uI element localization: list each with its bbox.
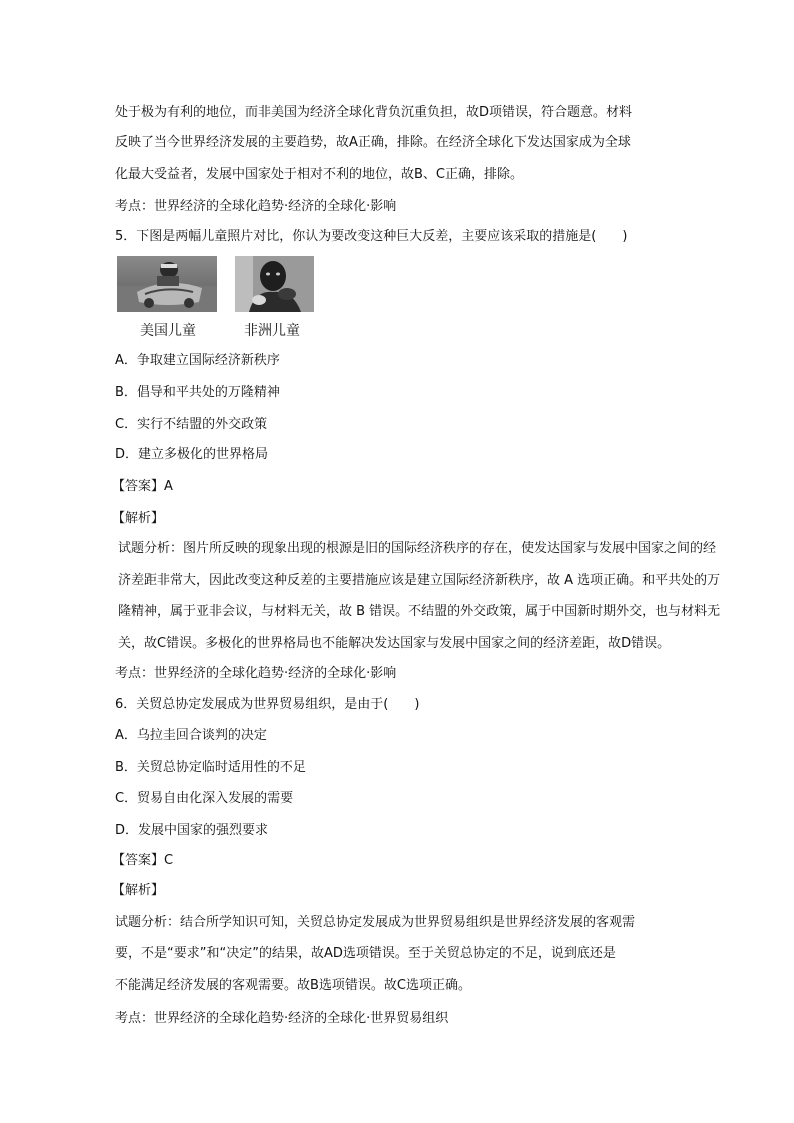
q6-analysis-line-2: 要，不是“要求”和“决定”的结果，故AD选项错误。至于关贸总协定的不足，说到底还是 [115, 946, 616, 961]
q5-stem: 5．下图是两幅儿童照片对比，你认为要改变这种巨大反差，主要应该采取的措施是( ) [115, 229, 628, 244]
caption-american-child: 美国儿童 [140, 323, 196, 339]
q5-analysis-line-2: 济差距非常大，因此改变这种反差的主要措施应该是建立国际经济新秩序，故 A 选项正确。和平共处的万 [118, 573, 721, 588]
q5-option-c: C．实行不结盟的外交政策 [115, 417, 268, 432]
q6-analysis-line-1: 试题分析：结合所学知识可知，关贸总协定发展成为世界贸易组织是世界经济发展的客观需 [115, 915, 636, 930]
q6-stem: 6．关贸总协定发展成为世界贸易组织，是由于( ) [115, 697, 420, 712]
american-child-photo [117, 256, 217, 312]
q6-answer: 【答案】C [112, 853, 174, 868]
q6-kaodian: 考点：世界经济的全球化趋势·经济的全球化·世界贸易组织 [115, 1011, 449, 1026]
q6-option-b: B．关贸总协定临时适用性的不足 [115, 760, 306, 775]
q5-kaodian: 考点：世界经济的全球化趋势·经济的全球化·影响 [115, 666, 397, 681]
q5-analysis-line-3: 隆精神，属于亚非会议，与材料无关，故 B 错误。不结盟的外交政策，属于中国新时期外交，也与材料无 [118, 604, 721, 619]
q5-answer: 【答案】A [112, 479, 173, 494]
caption-african-child: 非洲儿童 [244, 323, 300, 339]
q5-analysis-line-1: 试题分析：图片所反映的现象出现的根源是旧的国际经济秩序的存在，使发达国家与发展中国家之间的经 [118, 541, 717, 556]
q6-analysis-line-3: 不能满足经济发展的客观需要。故B选项错误。故C选项正确。 [115, 978, 471, 993]
q6-option-a: A．乌拉圭回合谈判的决定 [115, 728, 267, 743]
q5-analysis-title: 【解析】 [112, 511, 165, 526]
african-child-photo [235, 256, 314, 312]
q4-kaodian: 考点：世界经济的全球化趋势·经济的全球化·影响 [115, 199, 397, 214]
q6-option-c: C．贸易自由化深入发展的需要 [115, 791, 294, 806]
q6-analysis-title: 【解析】 [112, 883, 165, 898]
q5-option-b: B．倡导和平共处的万隆精神 [115, 385, 280, 400]
q6-option-d: D．发展中国家的强烈要求 [115, 823, 269, 838]
q4-analysis-line-3: 化最大受益者，发展中国家处于相对不利的地位，故B、C正确，排除。 [115, 167, 523, 182]
q4-analysis-line-2: 反映了当今世界经济发展的主要趋势，故A正确，排除。在经济全球化下发达国家成为全球 [115, 135, 631, 150]
q5-analysis-line-4: 关，故C错误。多极化的世界格局也不能解决发达国家与发展中国家之间的经济差距，故D错误。 [118, 636, 671, 651]
q5-option-d: D．建立多极化的世界格局 [115, 447, 269, 462]
q4-analysis-line-1: 处于极为有利的地位，而非美国为经济全球化背负沉重负担，故D项错误，符合题意。材料 [115, 105, 633, 120]
q5-option-a: A．争取建立国际经济新秩序 [115, 353, 280, 368]
